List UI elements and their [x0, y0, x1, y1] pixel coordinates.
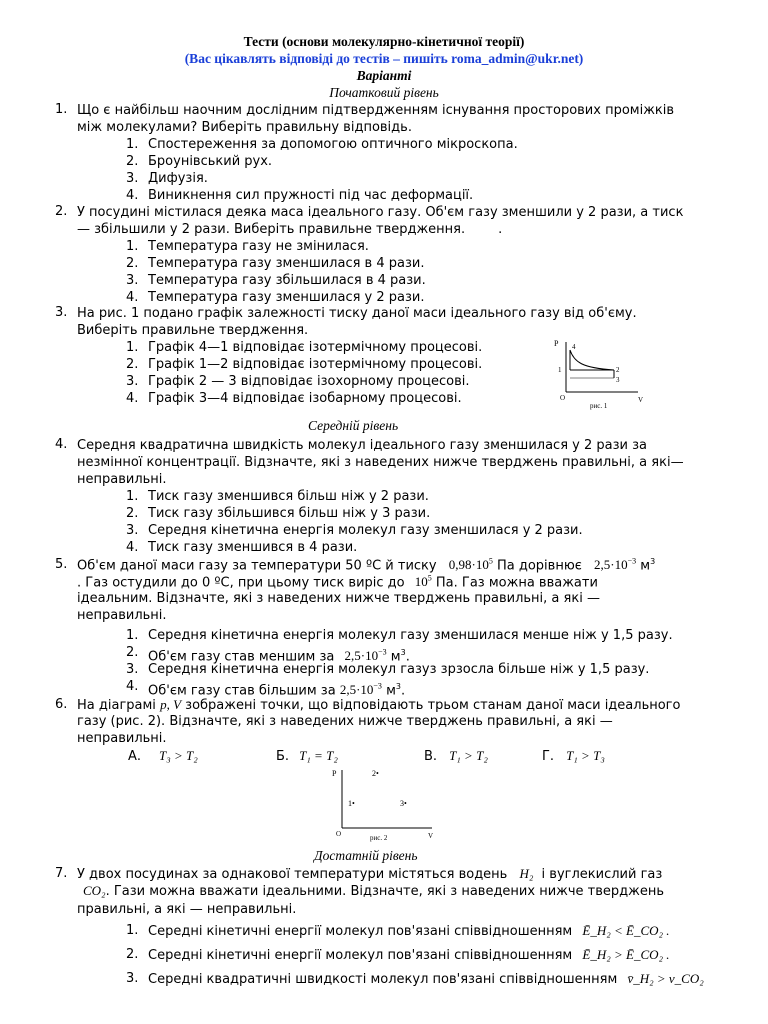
- question-line: . Газ остудили до 0 ºС, при цьому тиск виріс до $10^5$ Па. Газ можна вважати: [77, 574, 598, 591]
- question-line: На діаграмі p, V зображені точки, що відповідають трьом станам даної маси ідеального: [77, 697, 681, 713]
- level-heading-initial: Початковий рівень: [329, 85, 439, 100]
- page-title: Тести (основи молекулярно-кінетичної теорії): [243, 34, 525, 49]
- question-line: неправильні.: [77, 608, 167, 623]
- point-3: 3•: [400, 799, 407, 808]
- level-heading-sufficient: Достатній рівень: [314, 848, 418, 863]
- choice-b: Б. T₁ = T₂: [276, 748, 338, 764]
- question-line: між молекулами? Виберіть правильну відповідь.: [77, 120, 412, 135]
- point-2-label: 2: [616, 366, 620, 374]
- question-line: Що є найбільш наочним дослідним підтвердженням існування просторових проміжків: [77, 103, 675, 118]
- figure-2-pv-diagram: [330, 766, 440, 844]
- question-line: У двох посудинах за однакової температури містяться водень H₂ і вуглекислий газ: [77, 866, 663, 882]
- question-number: 5.: [55, 557, 68, 572]
- math-h2: H₂: [519, 866, 534, 881]
- question-number: 3.: [55, 305, 68, 320]
- question-text: [77, 204, 717, 238]
- point-1: 1•: [348, 799, 355, 808]
- question-number: 1.: [55, 102, 68, 117]
- variants-heading: Варіанті: [356, 68, 412, 83]
- math-pressure-2: 10: [414, 574, 428, 590]
- point-3-label: 3: [616, 376, 620, 384]
- question-number: 4.: [55, 437, 68, 452]
- question-line: На рис. 1 подано графік залежності тиску даної маси ідеального газу від об'єму.: [77, 306, 637, 321]
- label-o: O: [560, 394, 566, 402]
- contact-line: (Вас цікавлять відповіді до тестів – пишіть roma_admin@ukr.net): [184, 51, 584, 66]
- question-line: Середня квадратична швидкість молекул ідеального газу зменшилася у 2 рази за: [77, 438, 647, 453]
- question-line: — збільшили у 2 рази. Виберіть правильне твердження. .: [77, 222, 503, 237]
- point-1-label: 1: [558, 366, 562, 374]
- math-co2: CO₂: [83, 883, 106, 898]
- point-4-label: 4: [572, 343, 576, 351]
- question-line: Виберіть правильне твердження.: [77, 323, 309, 338]
- question-line: Об'єм даної маси газу за температури 50 ºС й тиску $0,98\cdot 10^5$ Па дорівнює $2,5\cdot 10^{-3}$ $м^3$: [77, 557, 656, 574]
- question-text: [77, 305, 717, 339]
- question-line: У посудині містилася деяка маса ідеального газу. Об'єм газу зменшили у 2 рази, а тиск: [77, 205, 684, 220]
- question-line: ідеальним. Відзначте, які з наведених нижче тверджень правильні, а які —: [77, 591, 600, 606]
- figure-1-caption: рис. 1: [590, 402, 608, 410]
- question-number: 7.: [55, 866, 68, 881]
- label-v: V: [638, 396, 644, 404]
- label-p: P: [332, 769, 337, 778]
- choice-d: Г. T₁ > T₃: [542, 748, 605, 764]
- label-p: P: [554, 339, 559, 348]
- math-volume: 2,5·10: [594, 557, 628, 573]
- curve-4-3: [570, 350, 614, 370]
- figure-1-pv-graph: [548, 336, 648, 414]
- point-2: 2•: [372, 769, 379, 778]
- question-number: 6.: [55, 697, 68, 712]
- label-o: O: [336, 830, 342, 838]
- question-line: газу (рис. 2). Відзначте, які з наведених нижче тверджень правильні, а які —: [77, 714, 613, 729]
- math-pressure-1: 0,98·10: [448, 557, 489, 573]
- level-heading-medium: Середній рівень: [308, 418, 399, 433]
- question-number: 2.: [55, 204, 68, 219]
- question-text: [77, 102, 717, 136]
- label-v: V: [428, 832, 434, 840]
- choice-a: А. T₃ > T₂: [128, 748, 198, 764]
- choice-c: В. T₁ > T₂: [424, 748, 488, 764]
- question-line: незмінної концентрації. Відзначте, які з наведених нижче тверджень правильні, а які—: [77, 455, 684, 470]
- figure-2-caption: рис. 2: [370, 834, 388, 842]
- question-line: неправильні.: [77, 731, 167, 746]
- question-line: CO₂. Гази можна вважати ідеальними. Відзначте, які з наведених нижче тверджень: [83, 883, 665, 899]
- question-line: правильні, а які — неправильні.: [77, 902, 297, 917]
- question-line: неправильні.: [77, 472, 167, 487]
- question-text: [77, 437, 717, 488]
